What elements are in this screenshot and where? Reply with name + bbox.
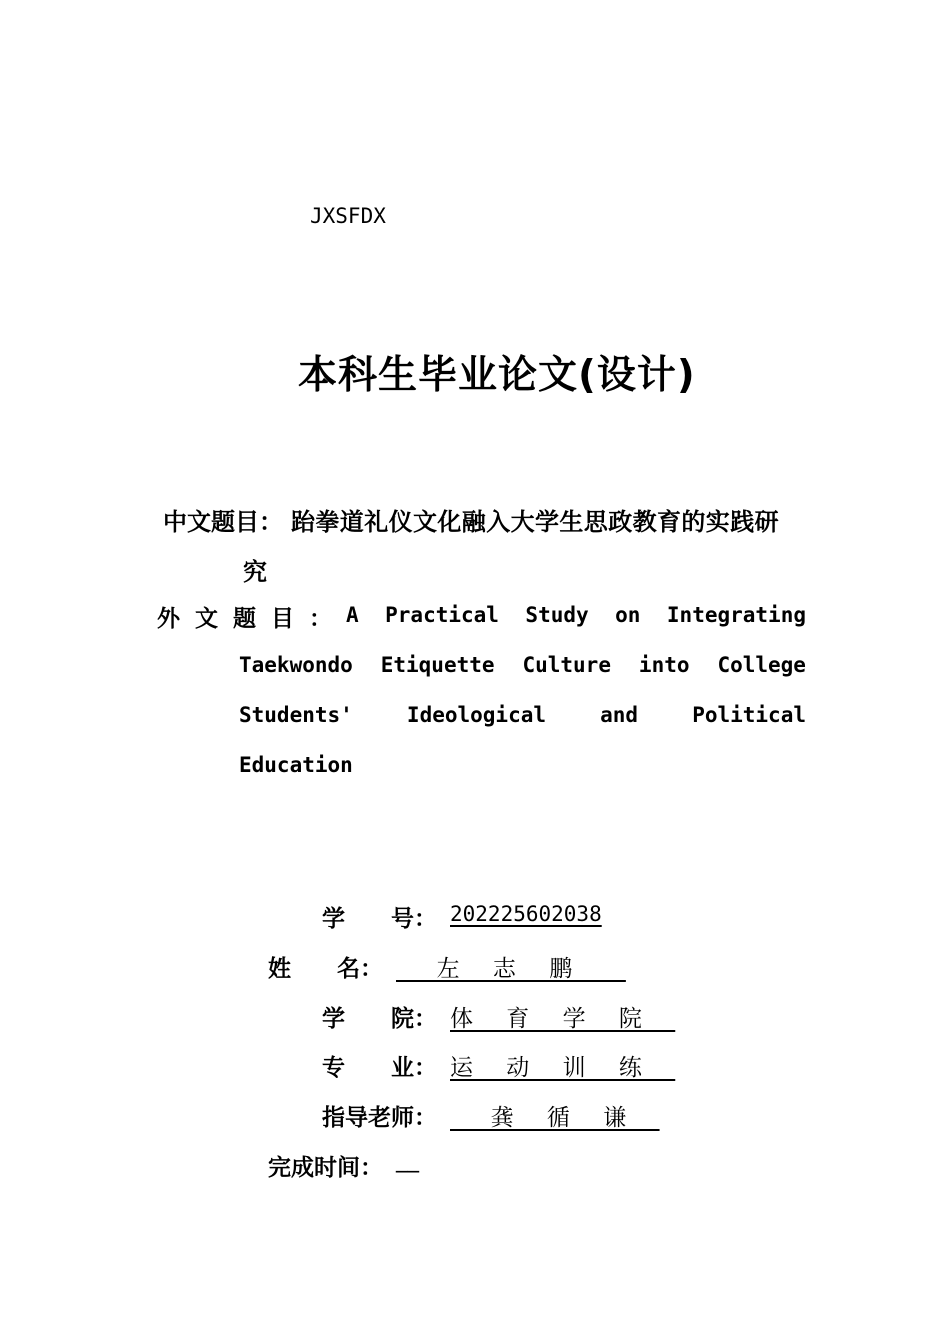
english-title-word: College (717, 653, 806, 677)
english-title-word: Political (692, 703, 806, 727)
english-title-word: Integrating (666, 603, 806, 627)
page-title: 本科生毕业论文(设计) (298, 353, 696, 398)
english-title-line-1 (346, 603, 806, 627)
student-id-value: 202225602038 (450, 902, 602, 926)
college-label: 学 院： (322, 1006, 437, 1032)
advisor-label: 指导老师： (322, 1105, 437, 1131)
english-title-word: Study (525, 603, 589, 627)
student-id-label: 学 号： (322, 906, 437, 932)
college-value: 体 育 学 院 (450, 1006, 676, 1032)
name-label: 姓 名： (268, 956, 383, 982)
advisor-value: 龚 循 谦 (450, 1105, 660, 1131)
english-title-word: Culture (522, 653, 611, 677)
english-title-word: Practical (385, 603, 499, 627)
name-value: 左 志 鹏 (396, 956, 626, 982)
chinese-title-label: 中文题目： (163, 508, 283, 536)
major-label: 专 业： (322, 1055, 437, 1081)
english-title-word: on (615, 603, 641, 627)
english-title-line-4 (239, 753, 806, 777)
document-code: JXSFDX (310, 204, 386, 228)
english-title-label: 外文题目： (157, 606, 347, 632)
english-title-word: and (600, 703, 639, 727)
completion-time-value: __ (396, 1147, 419, 1173)
english-title-word: Students' (239, 703, 353, 727)
english-title-word: Taekwondo (239, 653, 353, 677)
major-value: 运 动 训 练 (450, 1055, 676, 1081)
chinese-title-line-2: 究 (243, 558, 267, 586)
english-title-word: Education (239, 753, 353, 777)
english-title-line-2 (239, 653, 806, 677)
chinese-title-line-1: 跆拳道礼仪文化融入大学生思政教育的实践研 (291, 508, 779, 536)
completion-time-label: 完成时间： (268, 1155, 383, 1181)
english-title-word: A (346, 603, 359, 627)
english-title-word: Ideological (406, 703, 546, 727)
english-title-word: Etiquette (380, 653, 495, 677)
english-title-word: into (638, 653, 690, 677)
english-title-line-3 (239, 703, 806, 727)
